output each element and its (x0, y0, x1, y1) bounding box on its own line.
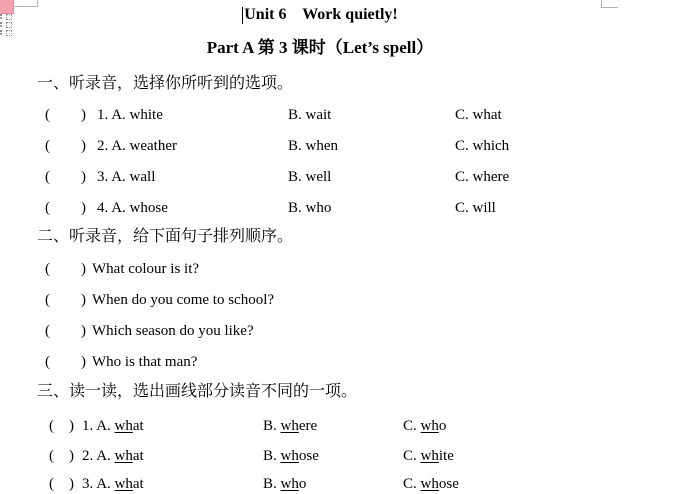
answer-blank[interactable]: ( ) (45, 261, 86, 277)
option-a: 1. A. what (82, 418, 144, 434)
doc-title-text: Unit 6 Work quietly! (244, 6, 398, 23)
option-a: 4. A. whose (97, 200, 168, 216)
sentence-row-2 (0, 290, 640, 310)
option-a: 2. A. what (82, 448, 144, 464)
option-b: B. where (263, 418, 318, 434)
text-cursor-icon (242, 7, 243, 24)
answer-blank[interactable]: ( ) (45, 169, 86, 185)
answer-blank[interactable]: ( ) (49, 418, 74, 434)
option-b: B. when (288, 138, 339, 154)
sentence-row-3 (0, 321, 640, 341)
doc-subtitle (0, 34, 640, 56)
question-row-3-2 (0, 446, 640, 466)
question-row-1-2 (0, 136, 640, 156)
option-c: C. will (455, 200, 496, 216)
answer-blank[interactable]: ( ) (45, 107, 86, 123)
question-row-3-1 (0, 416, 640, 436)
option-c: C. what (455, 107, 502, 123)
option-a: 2. A. weather (97, 138, 177, 154)
option-c: C. white (403, 448, 454, 464)
question-row-3-3-clipped (0, 474, 640, 494)
option-c: C. where (455, 169, 510, 185)
answer-blank[interactable]: ( ) (49, 476, 74, 492)
option-b: B. who (263, 476, 307, 492)
option-c: C. which (455, 138, 510, 154)
section2-heading: 二、听录音，给下面句子排列顺序。 (37, 228, 294, 245)
question-row-1-1 (0, 105, 640, 125)
option-b: B. whose (263, 448, 319, 464)
sentence-row-4 (0, 352, 640, 372)
option-c: C. whose (403, 476, 459, 492)
sentence-row-1 (0, 259, 640, 279)
option-a: 3. A. wall (97, 169, 156, 185)
question-row-1-3 (0, 167, 640, 187)
option-b: B. who (288, 200, 332, 216)
answer-blank[interactable]: ( ) (45, 323, 86, 339)
section1-heading: 一、听录音，选择你所听到的选项。 (37, 75, 294, 92)
answer-blank[interactable]: ( ) (45, 200, 86, 216)
option-a: 1. A. white (97, 107, 163, 123)
answer-blank[interactable]: ( ) (49, 448, 74, 464)
option-b: B. well (288, 169, 332, 185)
sentence-text: Which season do you like? (92, 323, 254, 339)
section3-heading: 三、读一读，选出画线部分读音不同的一项。 (37, 383, 358, 400)
answer-blank[interactable]: ( ) (45, 354, 86, 370)
doc-title (0, 5, 640, 25)
option-c: C. who (403, 418, 447, 434)
sentence-text: When do you come to school? (92, 292, 275, 308)
doc-subtitle-text: Part A 第 3 课时（Let’s spell） (206, 37, 434, 57)
sentence-text: What colour is it? (92, 261, 200, 277)
question-row-1-4 (0, 198, 640, 218)
option-b: B. wait (288, 107, 332, 123)
sentence-text: Who is that man? (92, 354, 198, 370)
answer-blank[interactable]: ( ) (45, 292, 86, 308)
answer-blank[interactable]: ( ) (45, 138, 86, 154)
option-a: 3. A. what (82, 476, 144, 492)
